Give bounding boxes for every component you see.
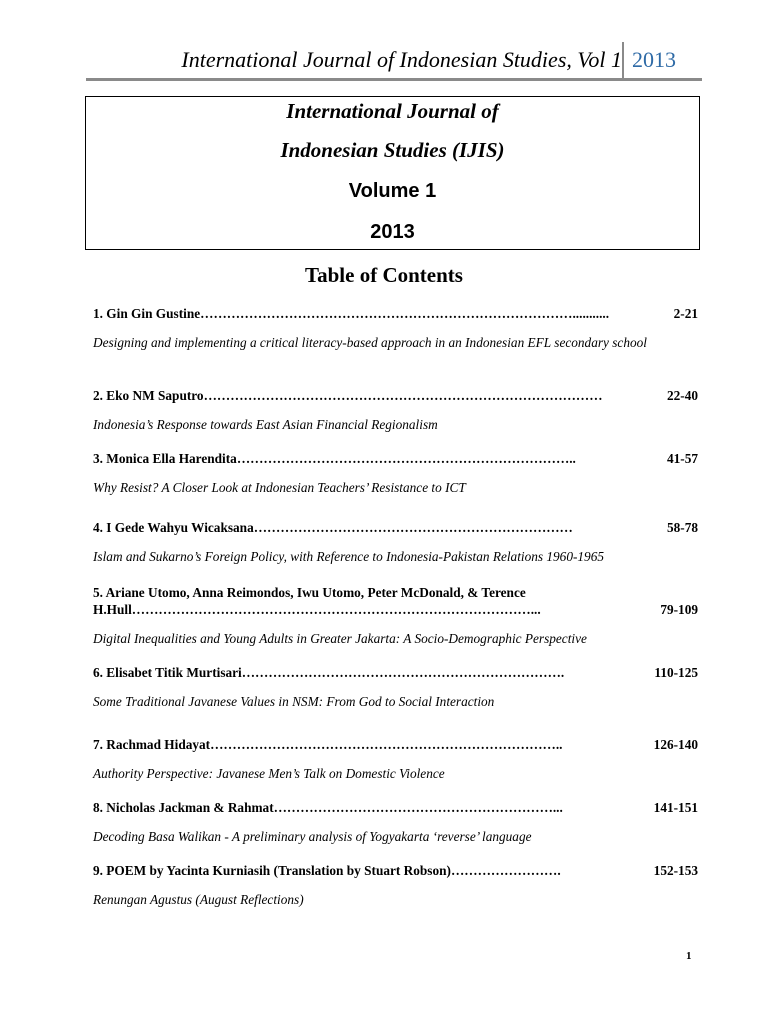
toc-entry-pages: 110-125 [654,665,698,680]
toc-entry-leader: ……………………………………………………………………………… [203,388,603,403]
toc-entry-pages: 126-140 [653,737,698,752]
toc-entry-pages: 152-153 [653,863,698,878]
toc-entry-authors: 8. Nicholas Jackman & Rahmat [93,800,274,815]
running-title: International Journal of Indonesian Studies, Vol 1 [181,47,622,72]
toc-entry-pages: 22-40 [666,388,698,403]
toc-entry[interactable] [93,665,698,712]
toc-entry-leader: ……………………. [450,863,561,878]
toc-entry-authors: 7. Rachmad Hidayat [93,737,211,752]
page-number: 1 [686,950,692,962]
toc-entry-leader: …………………………………………………………………….. [210,737,563,752]
toc-entry-pages: 2-21 [673,306,698,321]
toc-entry-pages: 141-151 [653,800,698,815]
toc-entry-pages: 79-109 [660,602,698,617]
toc-heading: Table of Contents [305,263,463,287]
toc-entry-authors: 9. POEM by Yacinta Kurniasih (Translation by Stuart Robson) [93,863,451,878]
toc-entry[interactable] [93,583,698,649]
toc-entry-line [93,451,698,467]
toc-entry-leader: ………………………………………………………………………………... [131,602,541,617]
toc-entry-line [93,520,698,536]
toc-entry-authors: 3. Monica Ella Harendita [93,451,237,466]
toc-entry-title: Some Traditional Javanese Values in NSM: From God to Social Interaction [93,694,495,709]
toc-entry-title: Renungan Agustus (August Reflections) [93,892,304,907]
running-header [86,40,702,80]
journal-title-box [85,96,700,250]
toc-entry-authors: 4. I Gede Wahyu Wicaksana [93,520,254,535]
toc-entry-line [93,737,698,753]
journal-title-line2: Indonesian Studies (IJIS) [280,138,505,162]
header-rule [86,78,702,81]
header-divider [622,42,624,78]
toc-entry-leader: ………………………………………………………………….. [236,451,576,466]
toc-entry-line [93,800,698,816]
toc-entry[interactable] [93,451,698,498]
toc-entry-pages: 58-78 [666,520,698,535]
toc-entry-authors: 1. Gin Gin Gustine [93,306,201,321]
toc-entry-line [93,388,698,404]
toc-entry-line [93,602,698,618]
toc-entry[interactable] [93,737,698,784]
toc-entry-pages: 41-57 [666,451,698,466]
toc-entry-title: Authority Perspective: Javanese Men’s Talk on Domestic Violence [93,766,445,781]
toc-entry-line [93,306,698,322]
toc-entry[interactable] [93,863,698,910]
toc-entry-authors: 6. Elisabet Titik Murtisari [93,665,242,680]
toc-entry[interactable] [93,388,698,435]
toc-entry-authors-cont: H.Hull [93,602,132,617]
toc-entry-leader: ………………………………………………………... [273,800,563,815]
toc-entry-leader: ………………………………………………………………. [241,665,565,680]
toc-entry[interactable] [93,800,698,847]
toc-entry-title: Designing and implementing a critical literacy-based approach in an Indonesian EFL secondary school [93,335,647,350]
volume-label: Volume 1 [348,180,437,202]
toc-entry-title: Why Resist? A Closer Look at Indonesian Teachers’ Resistance to ICT [93,480,466,495]
journal-title-line1: International Journal of [286,99,499,123]
toc-entry-line [93,665,698,681]
toc-entry-title: Indonesia’s Response towards East Asian Financial Regionalism [93,417,438,432]
toc-entry-leader: ……………………………………………………………… [253,520,573,535]
toc-entry-authors: 2. Eko NM Saputro [93,388,204,403]
toc-entry-line [93,863,698,879]
toc-entry-authors: 5. Ariane Utomo, Anna Reimondos, Iwu Utomo, Peter McDonald, & Terence [93,585,526,600]
running-year: 2013 [632,47,676,72]
toc-entry-title: Islam and Sukarno’s Foreign Policy, with Reference to Indonesia-Pakistan Relations 1960-1965 [93,549,604,564]
toc-entry[interactable] [93,520,698,567]
volume-year: 2013 [370,221,415,243]
toc-entry[interactable] [93,306,698,353]
toc-entry-title: Decoding Basa Walikan - A preliminary analysis of Yogyakarta ‘reverse’ language [93,829,532,844]
toc-entry-leader: …………………………………………………………………………........... [200,306,610,321]
toc-entry-title: Digital Inequalities and Young Adults in Greater Jakarta: A Socio-Demographic Perspective [93,631,587,646]
